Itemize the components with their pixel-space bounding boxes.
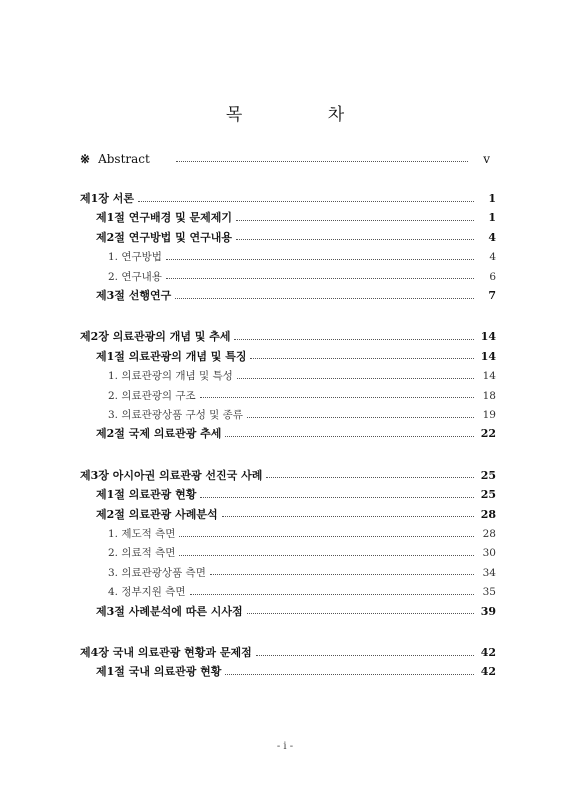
toc-entry-page: 42 <box>480 665 496 679</box>
toc-entry[interactable] <box>96 288 496 304</box>
toc-entry-page: 34 <box>482 566 496 579</box>
dot-leader <box>179 536 474 537</box>
toc-entry-label: 제2절 국제 의료관광 추세 <box>96 427 222 441</box>
toc-entry[interactable] <box>108 545 496 561</box>
dot-leader <box>266 477 474 478</box>
dot-leader <box>200 397 474 398</box>
toc-entry-label: 2. 의료적 측면 <box>108 547 176 560</box>
toc-entry-page: 4 <box>488 230 496 244</box>
toc-entry-label: 제4장 국내 의료관광 현황과 문제점 <box>80 646 252 659</box>
toc-entry-page: 25 <box>480 488 496 502</box>
toc-entry[interactable] <box>108 249 496 265</box>
dot-leader <box>234 339 474 340</box>
toc-entry-page: 30 <box>482 547 496 560</box>
toc-entry-label: 제3절 선행연구 <box>96 289 172 302</box>
toc-entry[interactable] <box>96 507 496 523</box>
dot-leader <box>200 497 474 498</box>
toc-entry-page: 18 <box>482 389 496 402</box>
toc-entry-page: 42 <box>480 646 496 659</box>
dot-leader <box>166 278 474 279</box>
dot-leader <box>236 220 474 221</box>
toc-entry[interactable] <box>96 210 496 226</box>
dot-leader <box>166 259 474 260</box>
toc-title: 목 차 <box>225 105 385 125</box>
reference-mark-icon: ※ <box>80 152 91 166</box>
toc-entry-page: 28 <box>482 528 496 540</box>
toc-entry-label: 1. 연구방법 <box>108 251 162 264</box>
dot-leader <box>176 161 468 162</box>
dot-leader <box>179 555 474 556</box>
toc-entry-page: v <box>483 152 490 166</box>
toc-entry[interactable] <box>80 468 496 484</box>
toc-entry[interactable] <box>80 191 496 207</box>
toc-entry[interactable] <box>108 565 496 581</box>
toc-entry-label: 1. 의료관광의 개념 및 특성 <box>108 370 233 383</box>
toc-abstract-entry[interactable] <box>80 151 490 167</box>
dot-leader <box>247 417 474 418</box>
toc-entry-label <box>80 151 150 167</box>
toc-entry-label: 제3장 아시아권 의료관광 선진국 사례 <box>80 468 263 482</box>
toc-entry[interactable] <box>108 526 496 542</box>
toc-entry-page: 14 <box>480 349 496 363</box>
toc-entry-label: 제1절 연구배경 및 문제제기 <box>96 211 233 225</box>
toc-entry-label: 제2장 의료관광의 개념 및 추세 <box>80 330 231 344</box>
toc-entry[interactable] <box>108 269 496 285</box>
toc-entry-page: 6 <box>489 270 496 283</box>
toc-entry[interactable] <box>108 407 496 423</box>
toc-entry-page: 1 <box>488 192 496 205</box>
abstract-label: Abstract <box>98 152 150 166</box>
toc-entry-label: 제3절 사례분석에 따른 시사점 <box>96 604 243 618</box>
dot-leader <box>210 574 474 575</box>
dot-leader <box>247 613 474 614</box>
dot-leader <box>236 239 474 240</box>
toc-entry-label: 제1절 의료관광 현황 <box>96 488 197 502</box>
toc-entry[interactable] <box>96 426 496 442</box>
toc-entry-label: 제1절 의료관광의 개념 및 특징 <box>96 349 247 363</box>
toc-entry-page: 7 <box>488 289 496 302</box>
toc-entry[interactable] <box>96 230 496 246</box>
dot-leader <box>225 436 474 437</box>
toc-entry-label: 제1장 서론 <box>80 192 134 205</box>
toc-entry-page: 35 <box>482 586 496 599</box>
toc-entry[interactable] <box>96 349 496 365</box>
toc-entry-label: 제2절 의료관광 사례분석 <box>96 507 218 521</box>
toc-entry-page: 39 <box>480 604 496 618</box>
toc-entry-label: 2. 연구내용 <box>108 270 162 283</box>
dot-leader <box>256 655 474 656</box>
toc-entry-page: 22 <box>480 427 496 441</box>
toc-entry[interactable] <box>108 388 496 404</box>
toc-entry-label: 3. 의료관광상품 측면 <box>108 566 206 579</box>
toc-entry-label: 3. 의료관광상품 구성 및 종류 <box>108 409 243 421</box>
toc-entry-page: 14 <box>482 370 496 383</box>
toc-entry-label: 4. 정부지원 측면 <box>108 586 186 599</box>
toc-entry-page: 1 <box>488 211 496 225</box>
toc-entry-page: 14 <box>480 330 496 344</box>
toc-entry-label: 1. 제도적 측면 <box>108 528 176 540</box>
dot-leader <box>190 594 474 595</box>
toc-entry-page: 4 <box>489 251 496 264</box>
toc-entry-label: 제2절 연구방법 및 연구내용 <box>96 230 233 244</box>
dot-leader <box>138 201 474 202</box>
toc-entry[interactable] <box>80 329 496 345</box>
dot-leader <box>175 298 474 299</box>
toc-entry[interactable] <box>80 645 496 661</box>
toc-entry-label: 2. 의료관광의 구조 <box>108 389 196 402</box>
toc-entry-page: 25 <box>480 468 496 482</box>
dot-leader <box>237 378 474 379</box>
toc-entry-page: 28 <box>480 507 496 521</box>
toc-entry[interactable] <box>96 487 496 503</box>
toc-entry[interactable] <box>96 604 496 620</box>
dot-leader <box>250 358 474 359</box>
toc-entry[interactable] <box>108 584 496 600</box>
toc-entry-page: 19 <box>482 409 496 421</box>
dot-leader <box>222 516 474 517</box>
dot-leader <box>225 674 474 675</box>
toc-entry[interactable] <box>96 664 496 680</box>
toc-entry[interactable] <box>108 368 496 384</box>
page-number-footer: - i - <box>276 741 294 752</box>
toc-entry-label: 제1절 국내 의료관광 현황 <box>96 665 222 679</box>
